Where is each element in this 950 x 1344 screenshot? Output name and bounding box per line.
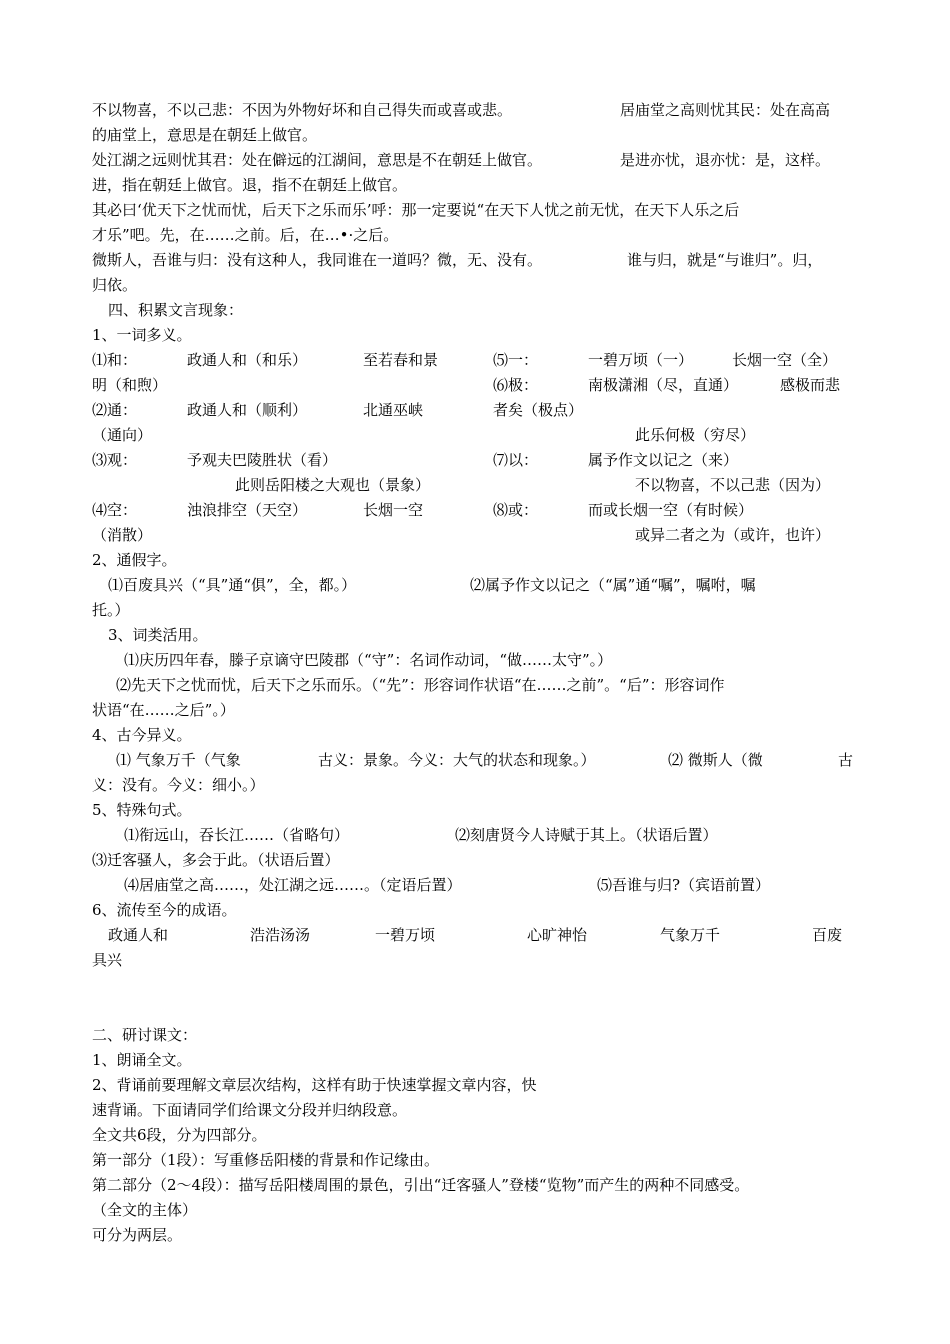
text-segment: 是进亦忧，退亦忧：是，这样。 <box>620 151 831 169</box>
text-segment: 第一部分（1段）：写重修岳阳楼的背景和作记缘由。 <box>92 1151 440 1169</box>
text-segment: 速背诵。下面请同学们给课文分段并归纳段意。 <box>92 1101 408 1119</box>
text-segment: ⑵通： <box>92 401 138 419</box>
text-segment: ⑴百废具兴（“具”通“俱”，全，都。） <box>108 576 357 594</box>
text-segment: 1、朗诵全文。 <box>92 1051 192 1069</box>
text-segment: 政通人和（顺利） <box>187 401 308 419</box>
text-segment: （通向） <box>92 426 153 444</box>
text-segment: ⑵先天下之忧而忧，后天下之乐而乐。（“先”：形容词作状语“在……之前”。“后”：形容词作 <box>116 676 725 694</box>
text-segment: 4、古今异义。 <box>92 726 192 744</box>
text-segment: ⑶迁客骚人，多会于此。（状语后置） <box>92 851 340 869</box>
text-segment: 而或长烟一空（有时候） <box>588 501 754 519</box>
text-segment: 微斯人，吾谁与归：没有这种人，我同谁在一道吗？微，无、没有。 <box>92 251 543 269</box>
text-segment: ⑴和： <box>92 351 138 369</box>
text-segment: 古义：景象。今义：大气的状态和现象。） <box>318 751 596 769</box>
text-segment: 明（和煦） <box>92 376 168 394</box>
text-segment: 长烟一空 <box>363 501 424 519</box>
text-segment: 一碧万顷（一） <box>588 351 694 369</box>
text-segment: 其必曰‘优天下之忧而忧，后天下之乐而乐’呼：那一定要说“在天下人忧之前无忧，在天下人乐之后 <box>92 201 740 219</box>
text-segment: 浊浪排空（天空） <box>187 501 308 519</box>
text-segment: 状语“在……之后”。） <box>92 701 235 719</box>
text-segment: 此则岳阳楼之大观也（景象） <box>235 476 431 494</box>
text-segment: 至若春和景 <box>363 351 439 369</box>
text-segment: 托。） <box>92 601 130 619</box>
text-segment: 5、特殊句式。 <box>92 801 192 819</box>
text-segment: ⑺以： <box>493 451 539 469</box>
text-segment: 或异二者之为（或许，也许） <box>635 526 831 544</box>
text-segment: 第二部分（2～4段）：描写岳阳楼周围的景色，引出“迁客骚人”登楼“览物”而产生的两种不同感受。 <box>92 1176 750 1194</box>
text-segment: （全文的主体） <box>92 1201 198 1219</box>
text-segment: 属予作文以记之（来） <box>588 451 739 469</box>
text-segment: ⑵属予作文以记之（“属”通“嘱”，嘱咐，嘱 <box>470 576 756 594</box>
text-segment: 处江湖之远则忧其君：处在僻远的江湖间，意思是不在朝廷上做官。 <box>92 151 543 169</box>
text-segment: （消散） <box>92 526 153 544</box>
text-segment: 百废 <box>812 926 843 944</box>
text-segment: 义：没有。今义：细小。） <box>92 776 265 794</box>
text-segment: 政通人和（和乐） <box>187 351 308 369</box>
text-segment: 进，指在朝廷上做官。退，指不在朝廷上做官。 <box>92 176 408 194</box>
text-segment: 二、研讨课文： <box>92 1026 198 1044</box>
text-segment: 政通人和 <box>108 926 169 944</box>
text-segment: ⑹极： <box>493 376 539 394</box>
text-segment: ⑵ 微斯人（微 <box>668 751 763 769</box>
text-segment: ⑶观： <box>92 451 138 469</box>
text-segment: ⑵刻唐贤今人诗赋于其上。（状语后置） <box>455 826 718 844</box>
text-segment: 者矣（极点） <box>493 401 584 419</box>
text-segment: 3、词类活用。 <box>108 626 208 644</box>
text-segment: 2、通假字。 <box>92 551 177 569</box>
text-segment: 的庙堂上，意思是在朝廷上做官。 <box>92 126 318 144</box>
text-segment: 予观夫巴陵胜状（看） <box>187 451 338 469</box>
text-segment: ⑴衔远山，吞长江……（省略句） <box>124 826 350 844</box>
text-segment: 不以物喜，不以己悲：不因为外物好坏和自己得失而或喜或悲。 <box>92 101 513 119</box>
text-segment: 谁与归，就是“与谁归”。归， <box>627 251 823 269</box>
text-segment: ⑸一： <box>493 351 539 369</box>
text-segment: 可分为两层。 <box>92 1226 183 1244</box>
text-segment: ⑻或： <box>493 501 539 519</box>
text-segment: 长烟一空（全） <box>732 351 838 369</box>
text-segment: 全文共6段，分为四部分。 <box>92 1126 267 1144</box>
text-segment: 1、一词多义。 <box>92 326 192 344</box>
text-segment: 南极潇湘（尽，直通） <box>588 376 739 394</box>
text-segment: 一碧万顷 <box>375 926 436 944</box>
text-segment: ⑴ 气象万千（气象 <box>116 751 241 769</box>
text-segment: 具兴 <box>92 951 123 969</box>
text-segment: 才乐”吧。先，在……之前。后，在…•·之后。 <box>92 226 399 244</box>
text-segment: 此乐何极（穷尽） <box>635 426 756 444</box>
text-segment: 居庙堂之高则忧其民：处在高高 <box>620 101 831 119</box>
text-segment: 四、积累文言现象： <box>108 301 244 319</box>
text-segment: 心旷神怡 <box>527 926 588 944</box>
text-segment: 浩浩汤汤 <box>250 926 311 944</box>
text-segment: 北通巫峡 <box>363 401 424 419</box>
text-segment: ⑷居庙堂之高……，处江湖之远……。（定语后置） <box>124 876 462 894</box>
text-segment: 气象万千 <box>660 926 721 944</box>
text-segment: ⑴庆历四年春，滕子京谪守巴陵郡（“守”：名词作动词，“做……太守”。） <box>124 651 613 669</box>
text-segment: 归依。 <box>92 276 138 294</box>
text-segment: 古 <box>838 751 854 769</box>
text-segment: 感极而悲 <box>780 376 841 394</box>
text-segment: ⑸吾谁与归?（宾语前置） <box>597 876 771 894</box>
text-segment: 2、背诵前要理解文章层次结构，这样有助于快速掌握文章内容，快 <box>92 1076 537 1094</box>
text-segment: 6、流传至今的成语。 <box>92 901 237 919</box>
text-segment: 不以物喜，不以己悲（因为） <box>635 476 831 494</box>
text-segment: ⑷空： <box>92 501 138 519</box>
